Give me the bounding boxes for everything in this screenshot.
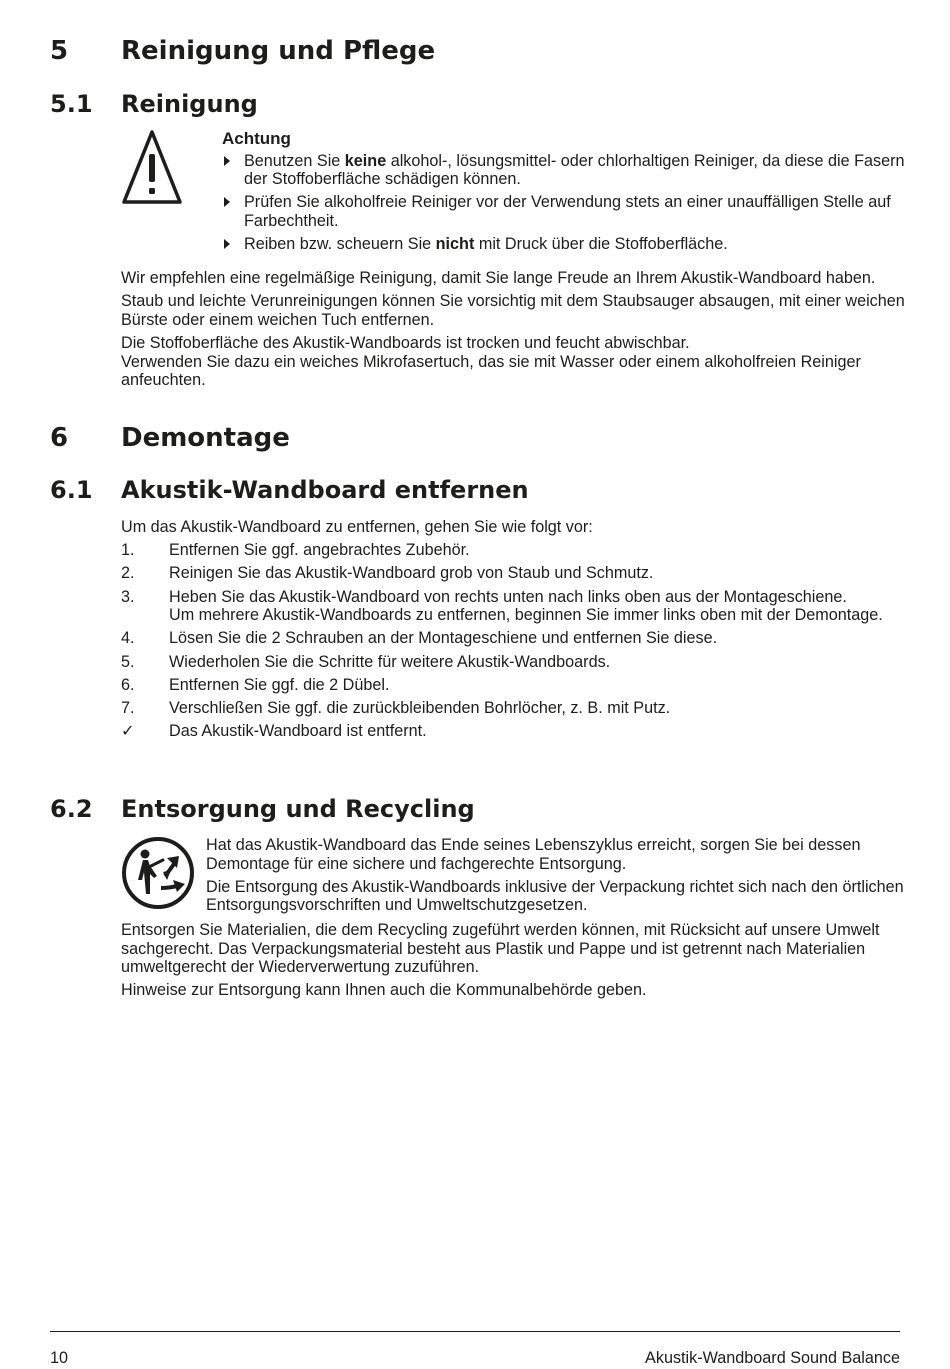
paragraph: Verwenden Sie dazu ein weiches Mikrofasertuch, das sie mit Wasser oder einem alkoholfreien Reiniger anfeuchten.: [121, 352, 861, 390]
triman-recycling-icon: [121, 836, 195, 910]
step-text: Das Akustik-Wandboard ist entfernt.: [169, 722, 427, 741]
step-text: Entfernen Sie ggf. angebrachtes Zubehör.: [169, 541, 470, 560]
step-text: Verschließen Sie ggf. die zurückbleibenden Bohrlöcher, z. B. mit Putz.: [169, 698, 671, 717]
section-number: 5.1: [50, 90, 93, 118]
section-5-heading: [50, 36, 435, 66]
warning-emphasis: nicht: [435, 235, 475, 254]
step-text: Reinigen Sie das Akustik-Wandboard grob von Staub und Schmutz.: [169, 564, 654, 583]
section-title: Demontage: [121, 423, 290, 453]
paragraph: Wir empfehlen eine regelmäßige Reinigung, damit Sie lange Freude an Ihrem Akustik-Wandboard haben.: [121, 269, 876, 287]
warning-triangle-icon: [122, 130, 182, 204]
paragraph: Hinweise zur Entsorgung kann Ihnen auch die Kommunalbehörde geben.: [121, 981, 647, 1000]
section-6-heading: [50, 423, 290, 453]
warning-item: [222, 152, 912, 189]
step-number: 6.: [121, 675, 135, 694]
section-title: Akustik-Wandboard entfernen: [121, 476, 529, 504]
warning-emphasis: keine: [344, 151, 387, 170]
section-6-1-heading: [50, 476, 529, 504]
step-number: 1.: [121, 541, 135, 560]
warning-block: [222, 130, 912, 258]
section-number: 6: [50, 423, 69, 453]
warning-text: Benutzen Sie: [244, 151, 345, 170]
step-text: Lösen Sie die 2 Schrauben an der Montageschiene und entfernen Sie diese.: [169, 629, 718, 648]
footer-divider: [50, 1331, 900, 1332]
step-item: [121, 588, 911, 625]
section-5-1-heading: [50, 90, 258, 118]
steps-intro: Um das Akustik-Wandboard zu entfernen, gehen Sie wie folgt vor:: [121, 518, 593, 536]
recycling-intro: [206, 836, 906, 920]
step-item: [121, 653, 911, 672]
step-number: 7.: [121, 698, 135, 717]
step-note: Um mehrere Akustik-Wandboards zu entfernen, beginnen Sie immer links oben mit der Demontage.: [169, 606, 883, 625]
section-number: 6.2: [50, 795, 93, 823]
paragraph: Hat das Akustik-Wandboard das Ende seines Lebenszyklus erreicht, sorgen Sie bei dessen Demontage für eine sichere und fachgerechte Entsorgung.: [206, 836, 861, 873]
step-item: [121, 541, 911, 560]
recycling-paragraphs: [121, 921, 911, 1005]
step-text: Heben Sie das Akustik-Wandboard von rechts unten nach links oben aus der Montageschiene.: [169, 587, 847, 606]
step-number: 2.: [121, 564, 135, 583]
bullet-triangle-icon: [224, 239, 230, 249]
cleaning-paragraphs: [121, 269, 911, 394]
step-item: [121, 676, 911, 695]
warning-text: alkohol-, lösungsmittel- oder chlorhaltigen Reiniger, da diese die Fasern der Stoffoberfläche schädigen können.: [244, 151, 905, 189]
warning-title: Achtung: [222, 129, 291, 148]
paragraph: Die Entsorgung des Akustik-Wandboards inklusive der Verpackung richtet sich nach den örtlichen Entsorgungsvorschriften und Umweltschutzgesetzen.: [206, 877, 904, 915]
step-result: [121, 722, 911, 741]
step-text: Wiederholen Sie die Schritte für weitere Akustik-Wandboards.: [169, 652, 611, 671]
footer-document-title: Akustik-Wandboard Sound Balance: [645, 1349, 900, 1367]
section-title: Entsorgung und Recycling: [121, 795, 475, 823]
warning-list: [222, 152, 912, 254]
checkmark-icon: ✓: [121, 722, 135, 741]
step-item: [121, 564, 911, 583]
step-item: [121, 629, 911, 648]
footer-page-number: 10: [50, 1349, 69, 1367]
bullet-triangle-icon: [224, 156, 230, 166]
section-title: Reinigung und Pflege: [121, 36, 436, 66]
warning-item: [222, 193, 912, 230]
paragraph: Staub und leichte Verunreinigungen können Sie vorsichtig mit dem Staubsauger absaugen, mit einer weichen Bürste oder einem weichen Tuch entfernen.: [121, 292, 905, 329]
warning-text: Prüfen Sie alkoholfreie Reiniger vor der Verwendung stets an einer unauffälligen Stelle auf Farbechtheit.: [244, 193, 891, 230]
section-number: 5: [50, 36, 69, 66]
paragraph: Die Stoffoberfläche des Akustik-Wandboards ist trocken und feucht abwischbar.: [121, 333, 690, 352]
bullet-triangle-icon: [224, 197, 230, 207]
section-number: 6.1: [50, 476, 93, 504]
paragraph: Entsorgen Sie Materialien, die dem Recycling zugeführt werden können, mit Rücksicht auf unsere Umwelt sachgerecht. Das Verpackungsmaterial besteht aus Plastik und Pappe und ist getrennt nach Materialien umweltgerecht der Wiederverwertung zuzuführen.: [121, 921, 880, 977]
removal-steps: [121, 518, 911, 745]
step-number: 4.: [121, 629, 135, 648]
step-number: 5.: [121, 652, 135, 671]
warning-text: mit Druck über die Stoffoberfläche.: [474, 235, 728, 254]
step-number: 3.: [121, 587, 135, 606]
step-text: Entfernen Sie ggf. die 2 Dübel.: [169, 675, 390, 694]
section-title: Reinigung: [121, 90, 258, 118]
warning-item: [222, 235, 912, 254]
warning-text: Reiben bzw. scheuern Sie: [244, 235, 436, 254]
step-item: [121, 699, 911, 718]
section-6-2-heading: [50, 795, 475, 823]
